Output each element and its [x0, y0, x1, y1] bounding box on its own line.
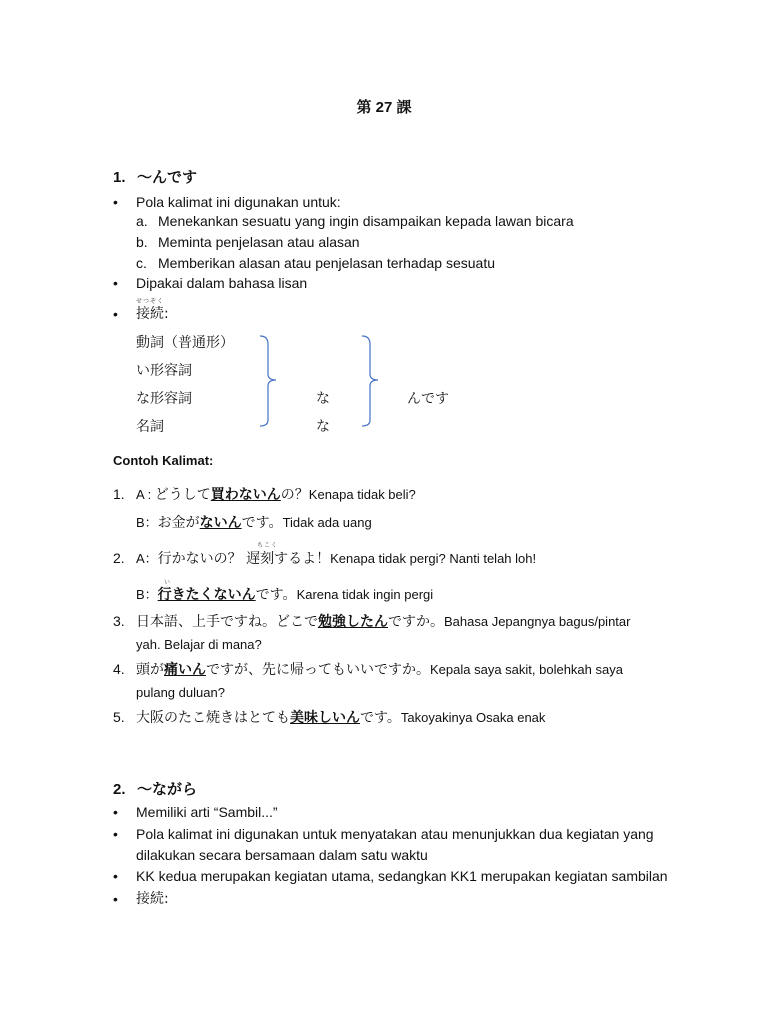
speaker-label: A : [136, 487, 155, 502]
example-number: 2. [113, 550, 125, 566]
chikoku-furigana: ちこく [257, 543, 279, 549]
examples-label: Contoh Kalimat: [113, 453, 214, 468]
emphasized-text: ないん [199, 515, 242, 531]
section-2-number: 2. [113, 781, 126, 798]
bullet-dot: • [113, 275, 118, 291]
curly-brace-1 [258, 334, 284, 430]
emphasized-text: 勉強したん [318, 614, 388, 630]
section-1-title: ～んです [137, 168, 198, 186]
sub-item-label: c. [136, 255, 147, 271]
emphasized-text: 美味しいん [290, 710, 360, 726]
connection-na-1: な [316, 391, 330, 407]
translation-text: Bahasa Jepangnya bagus/pintar [444, 614, 631, 629]
japanese-text: ですか。 [388, 614, 444, 630]
translation-text: Kenapa tidak pergi? Nanti telah loh! [330, 551, 537, 566]
japanese-text: 行かないの？ 遅刻するよ！ [157, 551, 331, 567]
sub-item-c [136, 253, 495, 273]
japanese-text: です。 [255, 587, 297, 603]
curly-brace-2 [360, 334, 386, 430]
bullet-dot: • [113, 868, 118, 884]
section-2-heading [113, 778, 197, 799]
japanese-text: 日本語、上手ですね。どこで [136, 614, 318, 630]
connection-result: んです [407, 391, 449, 407]
japanese-text: どうして [154, 487, 211, 503]
bullet-text: Pola kalimat ini digunakan untuk: [136, 194, 341, 210]
example-number: 1. [113, 486, 125, 502]
bullet-text: 接続: [136, 306, 169, 322]
sub-item-a [136, 211, 574, 231]
sub-item-label: a. [136, 213, 148, 229]
translation-text: Karena tidak ingin pergi [296, 587, 434, 602]
connection-row-noun: 名詞 [136, 419, 164, 435]
example-3-continuation: yah. Belajar di mana? [136, 637, 262, 652]
bullet-dot: • [113, 306, 118, 322]
speaker-label: B： [136, 515, 158, 530]
japanese-text: の？ [280, 487, 309, 503]
bullet-text: Dipakai dalam bahasa lisan [136, 275, 308, 291]
example-number: 4. [113, 661, 125, 677]
setsuzoku-furigana: せつぞく [136, 299, 165, 305]
bullet-continuation: dilakukan secara bersamaan dalam satu waktu [136, 847, 428, 863]
connection-row-na-adjective: な形容詞 [136, 391, 192, 407]
connection-row-i-adjective: い形容詞 [136, 363, 192, 379]
japanese-text: 頭が [136, 662, 164, 678]
bullet-dot: • [113, 194, 118, 210]
emphasized-text: 行きたくないん [157, 587, 256, 603]
sub-item-text: Memberikan alasan atau penjelasan terhadap sesuatu [158, 255, 496, 271]
section-1-number: 1. [113, 169, 126, 186]
bullet-text: KK kedua merupakan kegiatan utama, sedangkan KK1 merupakan kegiatan sambilan [136, 868, 668, 884]
sub-item-text: Meminta penjelasan atau alasan [158, 234, 360, 250]
translation-text: Tidak ada uang [282, 515, 372, 530]
section-1-heading [113, 166, 197, 187]
sub-item-text: Menekankan sesuatu yang ingin disampaikan kepada lawan bicara [158, 213, 574, 229]
page-title: 第 27 課 [356, 99, 412, 116]
connection-na-2: な [316, 419, 330, 435]
iki-furigana: い [164, 580, 172, 586]
bullet-text: Pola kalimat ini digunakan untuk menyatakan atau menunjukkan dua kegiatan yang [136, 826, 654, 842]
bullet-dot: • [113, 891, 118, 907]
example-number: 3. [113, 613, 125, 629]
japanese-text: ですが、先に帰ってもいいですか。 [206, 662, 430, 678]
emphasized-text: 痛いん [164, 662, 206, 678]
bullet-text: Memiliki arti “Sambil...” [136, 804, 278, 820]
sub-item-label: b. [136, 234, 148, 250]
speaker-label: A： [136, 551, 158, 566]
translation-text: Takoyakinya Osaka enak [400, 710, 546, 725]
japanese-text: 大阪のたこ焼きはとても [136, 710, 290, 726]
connection-row-verb: 動詞（普通形） [136, 335, 234, 351]
bullet-dot: • [113, 804, 118, 820]
example-4-continuation: pulang duluan? [136, 685, 225, 700]
sub-item-b [136, 232, 360, 252]
japanese-text: お金が [157, 515, 200, 531]
speaker-label: B： [136, 587, 158, 602]
japanese-text: です。 [360, 710, 401, 726]
translation-text: Kepala saya sakit, bolehkah saya [430, 662, 623, 677]
emphasized-text: 買わないん [210, 487, 281, 503]
example-number: 5. [113, 709, 125, 725]
japanese-text: です。 [241, 515, 283, 531]
translation-text: Kenapa tidak beli? [308, 487, 416, 502]
bullet-dot: • [113, 826, 118, 842]
bullet-text: 接続: [136, 891, 169, 907]
section-2-title: ～ながら [137, 780, 198, 798]
